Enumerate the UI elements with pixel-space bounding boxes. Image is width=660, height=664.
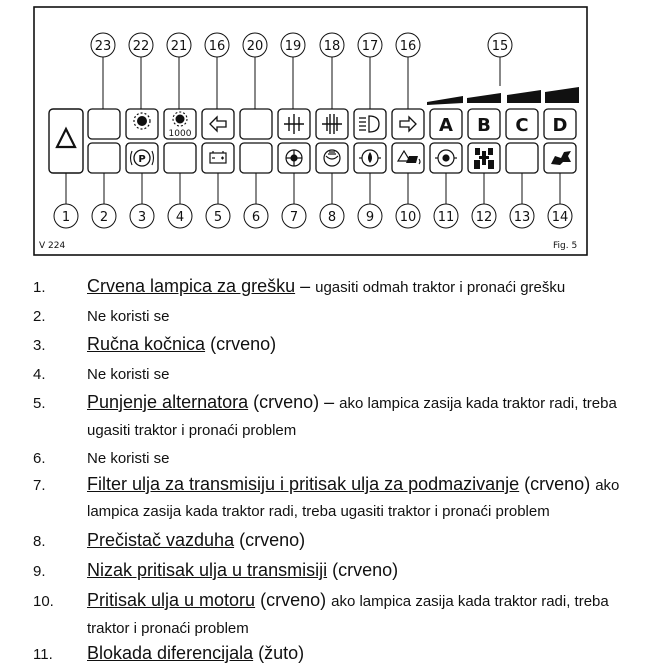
lamp-18 [316,109,348,139]
svg-text:13: 13 [513,210,531,225]
item-number: 7. [33,477,46,494]
item-number: 3. [33,337,46,354]
lamp-16-right [392,109,424,139]
item-number: 1. [33,279,46,296]
item-number: 11. [33,646,53,663]
lamp-17 [354,109,386,139]
range-lamp-a [430,109,462,139]
item-color: (crveno) [205,334,277,354]
range-lamp-d [544,109,576,139]
parking-brake-letter: P [138,154,146,165]
svg-text:17: 17 [361,39,379,54]
lamp-10 [392,143,424,173]
item-title: Filter ulja za transmisiju i pritisak ulja za podmazivanje [87,474,520,494]
lamp-9 [354,143,386,173]
item-color: (crveno) – [248,392,340,412]
range-letter: B [477,115,491,136]
item-desc-continued: lampica zasija kada traktor radi, treba ugasiti traktor i pronaći problem [87,503,550,520]
item-number: 6. [33,450,46,467]
item-color: – [295,276,316,296]
svg-text:12: 12 [475,210,493,225]
item-number: 4. [33,366,46,383]
item-desc: ugasiti odmah traktor i pronaći grešku [315,279,566,296]
item-number: 5. [33,395,46,412]
transmission-filter-icon [286,150,302,166]
svg-text:6: 6 [251,210,261,225]
svg-text:8: 8 [327,210,337,225]
lamp-11 [430,143,462,173]
lamp-14 [544,143,576,173]
item-title: Pritisak ulja u motoru [87,590,256,610]
svg-text:1: 1 [61,210,71,225]
lamp-8 [316,143,348,173]
lamp-6 [240,143,272,173]
svg-text:16: 16 [399,39,417,54]
item-title: Nizak pritisak ulja u transmisiji [87,560,328,580]
svg-text:16: 16 [208,39,226,54]
svg-text:14: 14 [551,210,569,225]
item-color: (crveno) [255,590,332,610]
lamp-23 [88,109,120,139]
lamp-3 [126,143,158,173]
svg-text:20: 20 [246,39,264,54]
range-letter: D [552,115,568,136]
svg-text:11: 11 [437,210,455,225]
item-title: Crvena lampica za grešku [87,276,296,296]
item-text: Ne koristi se [87,308,170,325]
panel-diagram [33,6,588,256]
svg-text:3: 3 [137,210,147,225]
item-number: 2. [33,308,46,325]
svg-text:7: 7 [289,210,299,225]
svg-text:18: 18 [323,39,341,54]
lamp-16-left [202,109,234,139]
lamp-20 [240,109,272,139]
item-title: Punjenje alternatora [87,392,249,412]
svg-text:5: 5 [213,210,223,225]
item-title: Prečistač vazduha [87,530,235,550]
item-desc-continued: ugasiti traktor i pronaći problem [87,422,297,439]
item-text: Ne koristi se [87,366,170,383]
warning-lamp [49,109,83,173]
item-title: Ručna kočnica [87,334,206,354]
lamp-22 [126,109,158,139]
item-title: Blokada diferencijala [87,643,254,663]
item-desc-continued: traktor i pronaći problem [87,620,249,637]
lamp-13 [506,143,538,173]
item-color: (crveno) [327,560,399,580]
figure-label: Fig. 5 [553,241,578,251]
range-letter: C [515,115,529,136]
item-desc: ako [595,477,620,494]
lamp-12 [468,143,500,173]
svg-text:2: 2 [99,210,109,225]
item-desc: ako lampica zasija kada traktor radi, treba [339,395,617,412]
lamp-21 [164,109,196,139]
lamp-7 [278,143,310,173]
range-lamp-b [468,109,500,139]
svg-text:23: 23 [94,39,112,54]
lamp-2 [88,143,120,173]
svg-text:10: 10 [399,210,417,225]
range-letter: A [439,115,453,136]
lamp-5 [202,143,234,173]
item-color: (žuto) [253,643,305,663]
svg-text:4: 4 [175,210,185,225]
svg-text:15: 15 [491,39,509,54]
svg-text:19: 19 [284,39,302,54]
lamp-1000-text: 1000 [168,129,192,139]
svg-text:9: 9 [365,210,375,225]
instrument-panel-figure [33,6,588,256]
lamp-19 [278,109,310,139]
svg-text:22: 22 [132,39,150,54]
range-lamp-c [506,109,538,139]
pto-gear-icon [137,116,147,126]
figure-code: V 224 [39,241,66,251]
item-color: (crveno) [234,530,306,550]
item-number: 8. [33,533,46,550]
item-text: Ne koristi se [87,450,170,467]
lamp-4 [164,143,196,173]
item-desc: ako lampica zasija kada traktor radi, treba [331,593,609,610]
pto-1000-icon [176,115,185,124]
item-color: (crveno) [519,474,596,494]
item-number: 10. [33,593,54,610]
item-number: 9. [33,563,46,580]
svg-text:21: 21 [170,39,188,54]
